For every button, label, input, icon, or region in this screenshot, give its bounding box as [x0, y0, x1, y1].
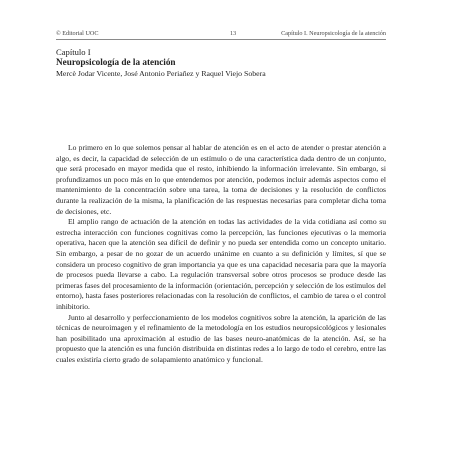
body-text — [56, 143, 386, 365]
chapter-heading — [56, 47, 396, 79]
page-number: 13 — [230, 30, 237, 37]
running-header — [56, 28, 386, 39]
header-divider — [56, 39, 386, 40]
publisher-label: © Editorial UOC — [56, 30, 99, 37]
paragraph: Lo primero en lo que solemos pensar al hablar de atención es en el acto de atender o prestar atención a algo, es decir, la capacidad de selección de un estímulo o de una característica dada dentro de un conjunto, que será procesado en mayor medida que el resto, inhibiendo la información irrelevante. Sin embargo, si profundizamos un poco más en lo que entendemos por atención, podemos incluir además aspectos como el mantenimiento de la concentración sobre una tarea, la toma de decisiones y la resolución de conflictos durante la realización de la misma, la planificación de las respuestas necesarias para completar dicha toma de decisiones, etc. — [56, 143, 386, 216]
chapter-authors: Mercè Jodar Vicente, José Antonio Periañez y Raquel Viejo Sobera — [56, 69, 266, 78]
chapter-number: Capítulo I — [56, 47, 91, 57]
chapter-title: Neuropsicología de la atención — [56, 57, 176, 67]
paragraph: Junto al desarrollo y perfeccionamiento de los modelos cognitivos sobre la atención, la aparición de las técnicas de neuroimagen y el refinamiento de la metodología en los estudios neuropsicológicos y lesionales han posibilitado una aproximación al estudio de las bases neuro-anatómicas de la atención. Así, se ha propuesto que la atención es una función distribuida en distintas redes a lo largo de todo el cerebro, entre las cuales existiría cierto grado de solapamiento anatómico y funcional. — [56, 312, 386, 364]
paragraph: El amplio rango de actuación de la atención en todas las actividades de la vida cotidiana así como su estrecha interacción con funciones cognitivas como la percepción, las funciones ejecutivas o la memoria operativa, hacen que la atención sea difícil de definir y no pueda ser entendida como un concepto unitario. Sin embargo, a pesar de no gozar de un acuerdo unánime en cuanto a su definición y límites, sí que se considera un proceso cognitivo de gran importancia ya que es una capacidad necesaria para que la mayoría de procesos pueda llevarse a cabo. La regulación transversal sobre otros procesos se produce desde las primeras fases del procesamiento de la información (orientación, percepción y selección de los estímulos del entorno), hasta fases posteriores relacionadas con la resolución de conflictos, el cambio de tarea o el control inhibitorio. — [56, 217, 386, 311]
running-chapter-title: Capítulo I. Neuropsicología de la atención — [281, 30, 386, 37]
